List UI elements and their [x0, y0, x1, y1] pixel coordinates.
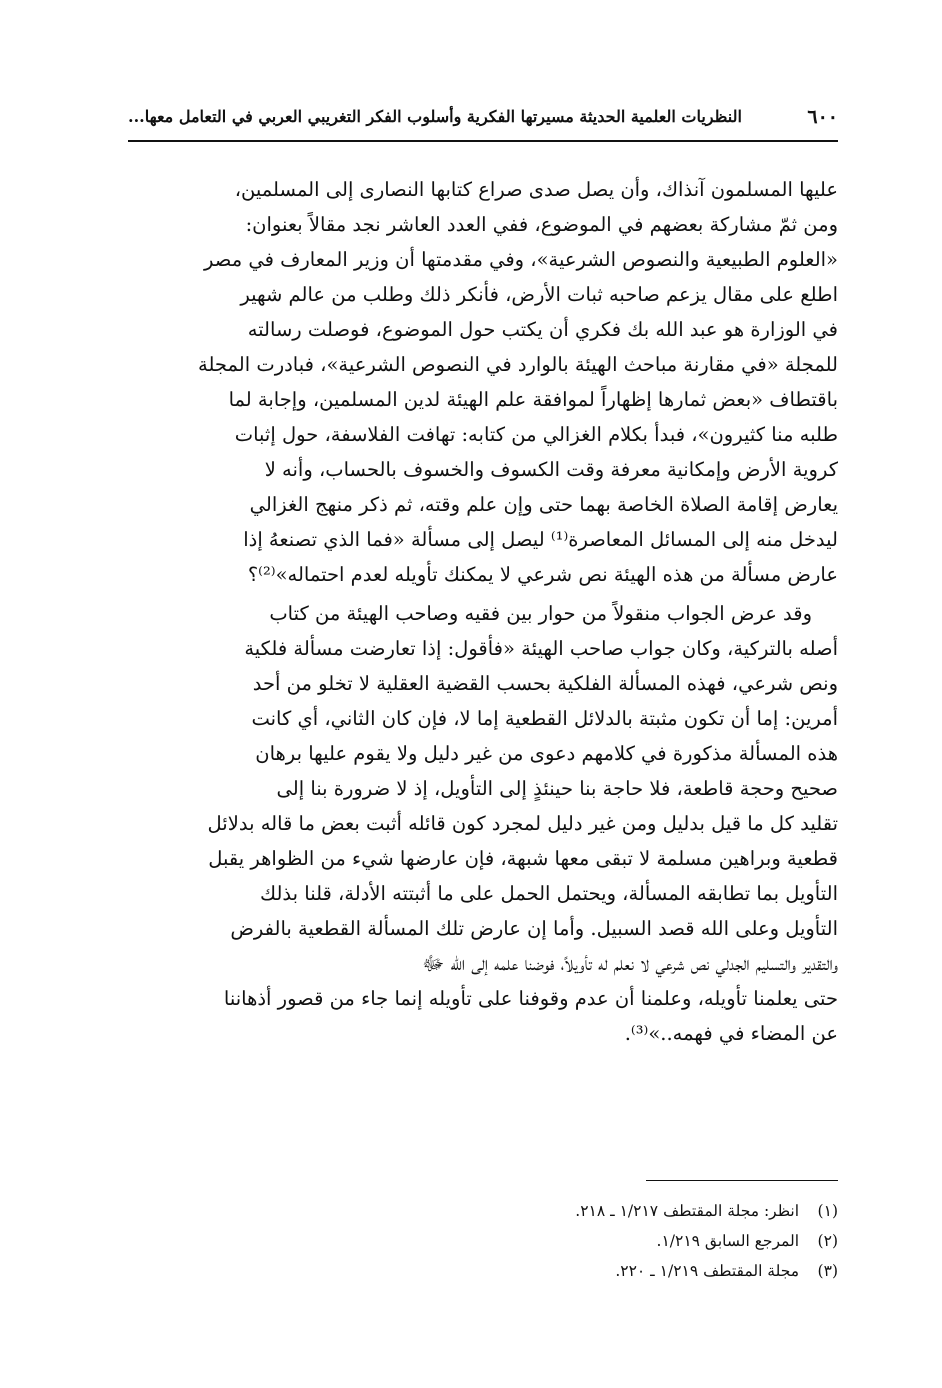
footnote-number: (٣): [817, 1262, 838, 1280]
page-header: [128, 100, 838, 142]
text-line: حتى يعلمنا تأويله، وعلمنا أن عدم وقوفنا على تأويله إنما جاء من قصور أذهاننا: [223, 987, 838, 1010]
text-line: اطلع على مقال يزعم صاحبه ثبات الأرض، فأنكر ذلك وطلب من عالم شهير: [240, 283, 838, 306]
text-line: والتقدير والتسليم الجدلي نص شرعي لا نعلم له تأويلاً، فوضنا علمه إلى الله ﷻ: [422, 952, 838, 975]
footnote-text: مجلة المقتطف ١/٢١٩ ـ ٢٢٠.: [615, 1262, 800, 1280]
text-line: ليدخل منه إلى المسائل المعاصرة⁽¹⁾ ليصل إلى مسألة «فما الذي تصنعهُ إذا: [243, 528, 838, 551]
text-line: التأويل وعلى الله قصد السبيل. وأما إن عارض تلك المسألة القطعية بالفرض: [230, 917, 838, 940]
paragraph-1: [128, 172, 838, 592]
main-text: [128, 172, 838, 1051]
text-line: التأويل بما تطابقه المسألة، ويحتمل الحمل على ما أثبتته الأدلة، قلنا بذلك: [260, 882, 838, 905]
footnote-2: [418, 1226, 838, 1256]
text-line: يعارض إقامة الصلاة الخاصة بهما حتى وإن علم وقته، ثم ذكر منهج الغزالي: [249, 493, 838, 516]
text-line: عارض مسألة من هذه الهيئة نص شرعي لا يمكنك تأويله لعدم احتماله»⁽²⁾؟: [247, 563, 838, 586]
footnote-text: انظر: مجلة المقتطف ١/٢١٧ ـ ٢١٨.: [575, 1202, 800, 1220]
text-line: «العلوم الطبيعية والنصوص الشرعية»، وفي مقدمتها أن وزير المعارف في مصر: [204, 248, 838, 271]
text-line: تقليد كل ما قيل بدليل ومن غير دليل لمجرد كون قائله أثبت بعض ما قاله بدلائل: [207, 812, 838, 835]
footnote-3: [418, 1256, 838, 1286]
text-line: باقتطاف «بعض ثمارها إظهاراً لموافقة علم الهيئة لدين المسلمين، وإجابة لما: [228, 388, 838, 411]
text-line: طلبه منا كثيرون»، فبدأ بكلام الغزالي من كتابه: تهافت الفلاسفة، حول إثبات: [234, 423, 838, 446]
text-line: أصله بالتركية، وكان جواب صاحب الهيئة «فأقول: إذا تعارضت مسألة فلكية: [244, 637, 838, 660]
text-line: ومن ثمّ مشاركة بعضهم في الموضوع، ففي العدد العاشر نجد مقالاً بعنوان:: [245, 213, 838, 236]
text-line: صحيح وحجة قاطعة، فلا حاجة بنا حينئذٍ إلى التأويل، إذ لا ضرورة بنا إلى: [276, 777, 838, 800]
text-line: عن المضاء في فهمه..»⁽³⁾.: [624, 1022, 838, 1045]
running-head: النظريات العلمية الحديثة مسيرتها الفكرية وأسلوب الفكر التغريبي العربي في التعامل معها...: [128, 107, 742, 126]
text-line-content: وقد عرض الجواب منقولاً من حوار بين فقيه وصاحب الهيئة من كتاب: [269, 602, 812, 625]
text-line: [128, 596, 838, 631]
page-number: ٦٠٠: [807, 106, 838, 128]
text-line: عليها المسلمون آنذاك، وأن يصل صدى صراع كتابها النصارى إلى المسلمين،: [234, 178, 838, 201]
text-line: هذه المسألة مذكورة في كلامهم دعوى من غير دليل ولا يقوم عليها برهان: [255, 742, 838, 765]
footnote-text: المرجع السابق ١/٢١٩.: [656, 1232, 800, 1250]
text-line: قطعية وبراهين مسلمة لا تبقى معها شبهة، فإن عارضها شيء من الظواهر يقبل: [208, 847, 838, 870]
footnote-1: [418, 1196, 838, 1226]
text-line: ونص شرعي، فهذه المسألة الفلكية بحسب القضية العقلية لا تخلو من أحد: [252, 672, 838, 695]
text-line: في الوزارة هو عبد الله بك فكري أن يكتب حول الموضوع، فوصلت رسالته: [247, 318, 838, 341]
footnote-number: (١): [817, 1202, 838, 1220]
footnote-number: (٢): [817, 1232, 838, 1250]
footnotes: [418, 1196, 838, 1286]
text-line: كروية الأرض وإمكانية معرفة وقت الكسوف والخسوف بالحساب، وأنه لا: [264, 458, 838, 481]
text-line: أمرين: إما أن تكون مثبتة بالدلائل القطعية إما لا، فإن كان الثاني، أي كانت: [251, 707, 838, 730]
paragraph-2: [128, 596, 838, 1051]
text-line: للمجلة «في مقارنة مباحث الهيئة بالوارد في النصوص الشرعية»، فبادرت المجلة: [198, 353, 838, 376]
footnote-divider: [646, 1180, 838, 1181]
